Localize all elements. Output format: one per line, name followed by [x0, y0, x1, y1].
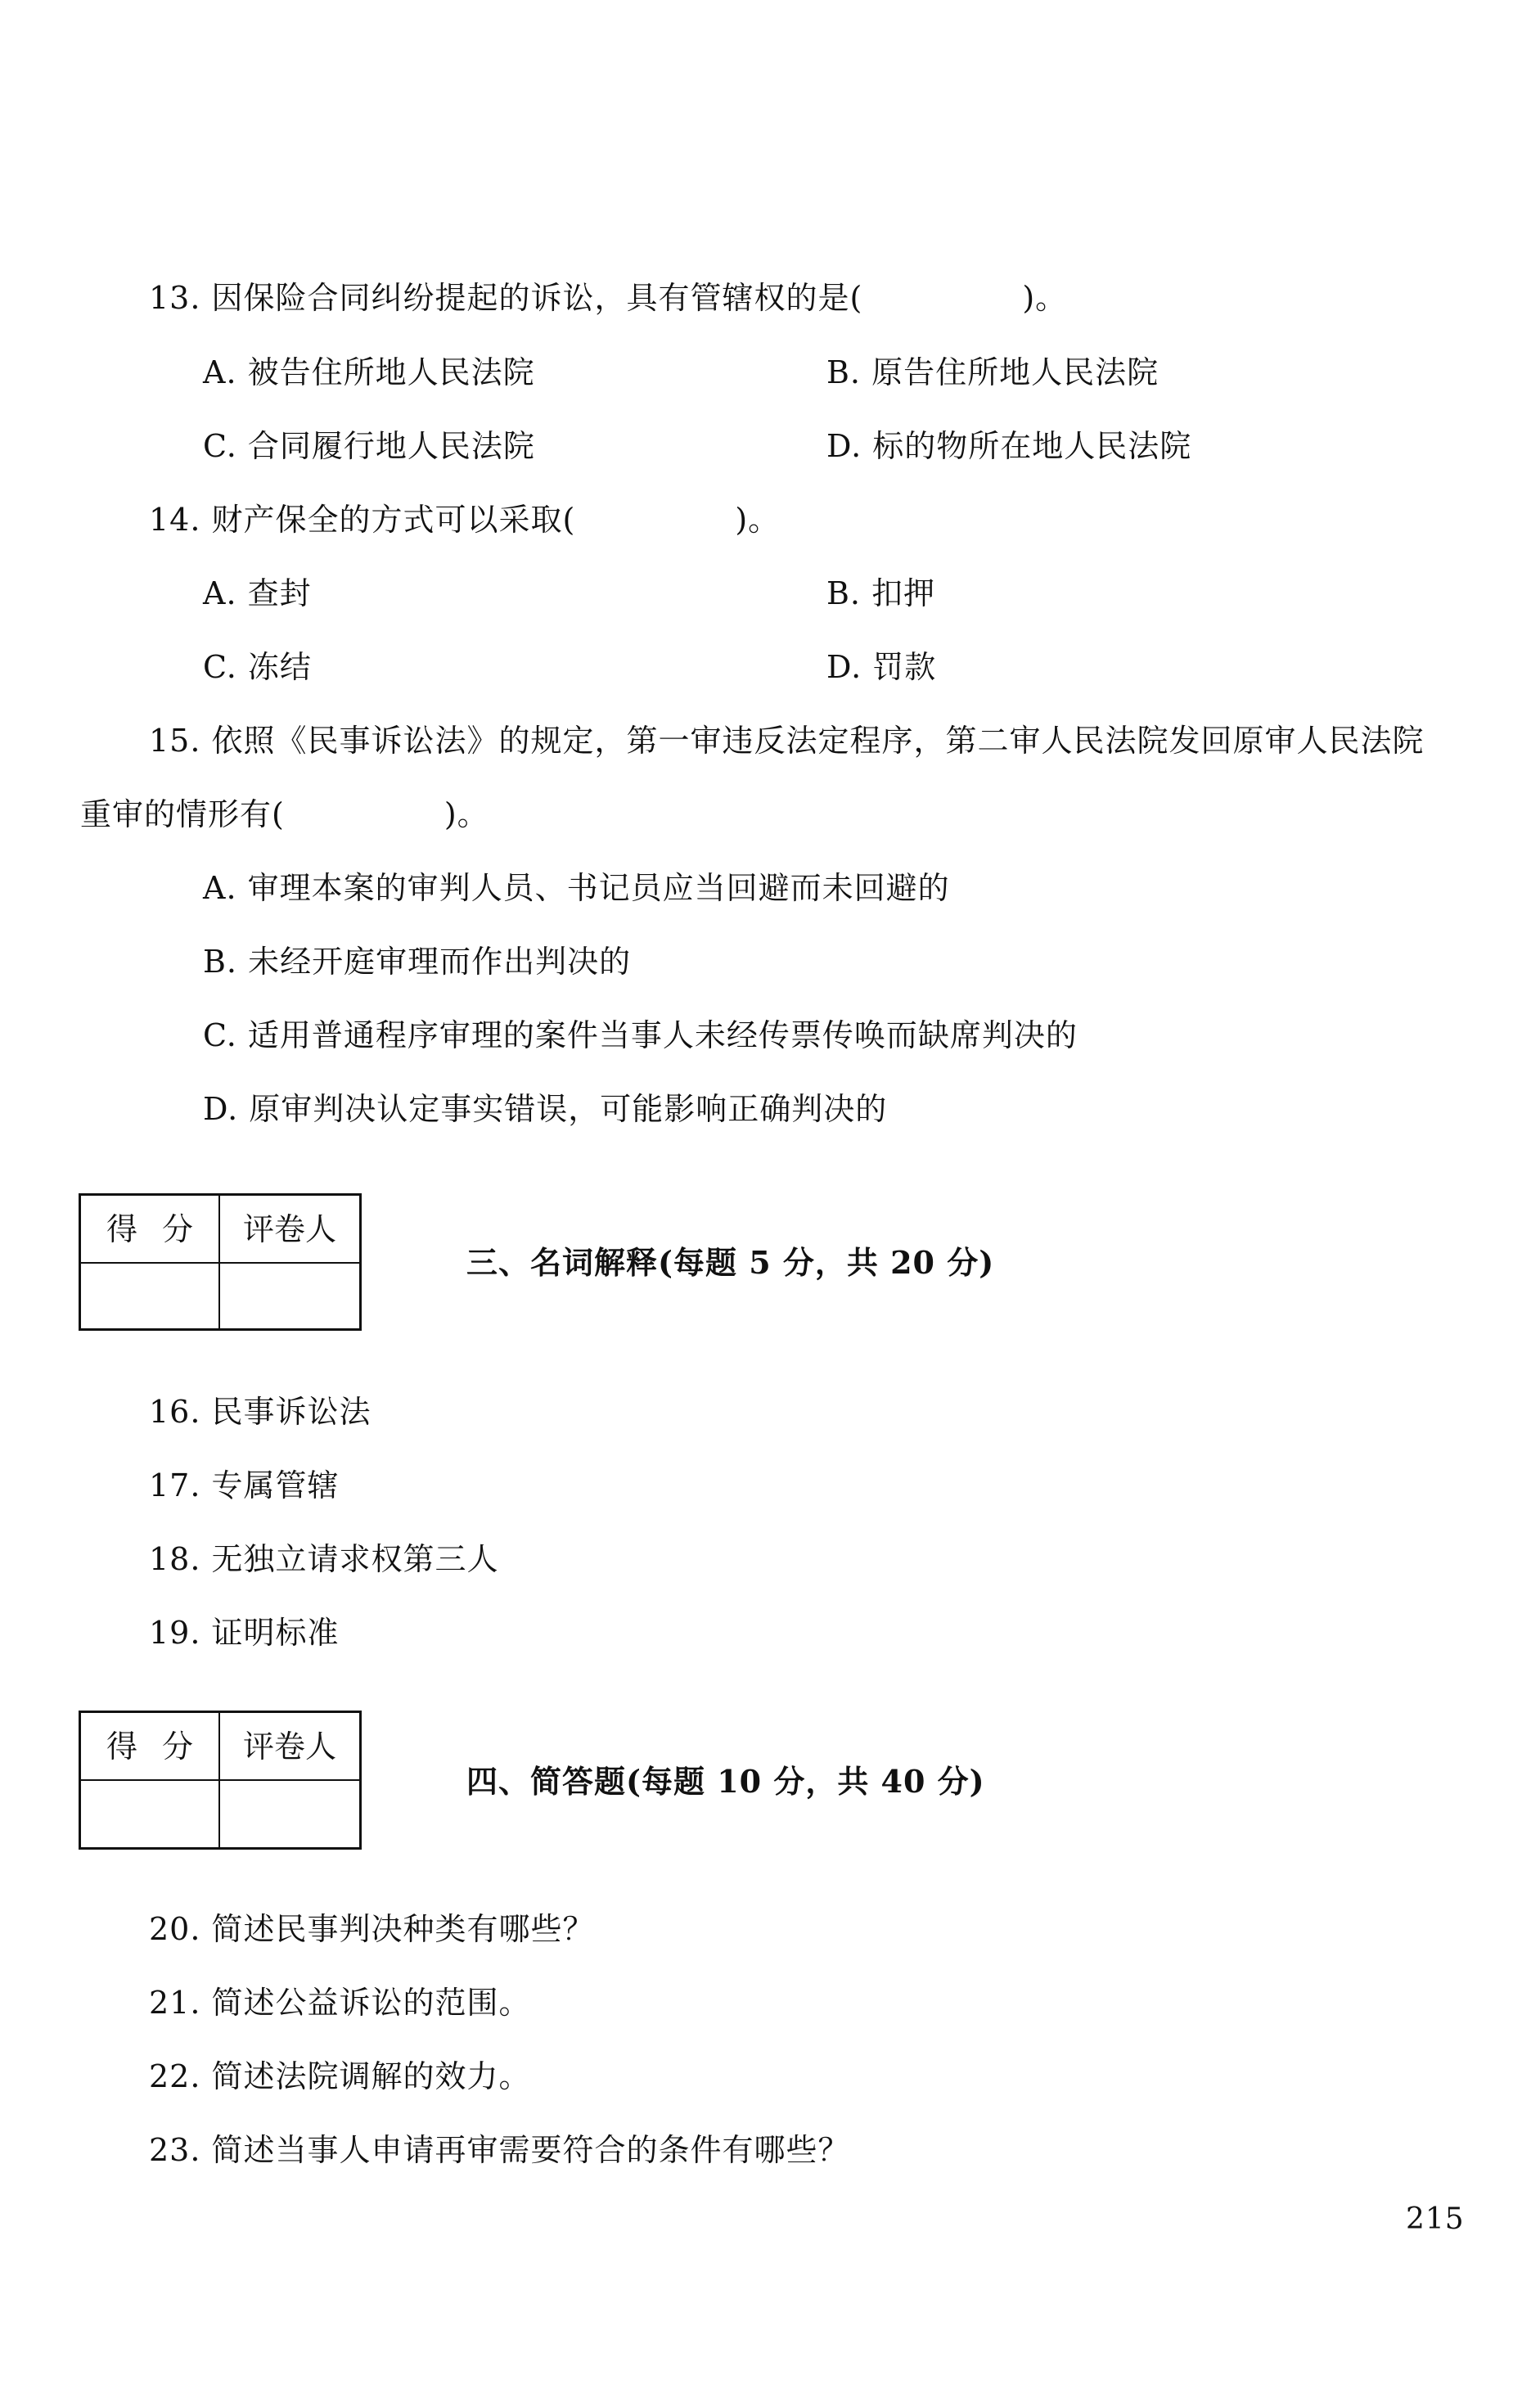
- score-blank: [81, 1264, 220, 1328]
- question-14-option-d: D. 罚款: [826, 649, 937, 685]
- short-answer-item-22: 22. 简述法院调解的效力。: [149, 2058, 531, 2094]
- score-box-section-3: [79, 1193, 362, 1331]
- question-15-stem-line2: 重审的情形有( )。: [80, 796, 489, 832]
- score-label: 得分: [81, 1713, 220, 1781]
- grader-label: 评卷人: [220, 1713, 359, 1781]
- score-label: 得分: [81, 1196, 220, 1264]
- score-blank: [81, 1781, 220, 1847]
- term-item-17: 17. 专属管辖: [149, 1467, 340, 1503]
- question-13-option-c: C. 合同履行地人民法院: [203, 428, 535, 464]
- short-answer-item-20: 20. 简述民事判决种类有哪些？: [149, 1911, 595, 1947]
- question-14-option-c: C. 冻结: [203, 649, 312, 685]
- term-item-16: 16. 民事诉讼法: [149, 1394, 371, 1430]
- grader-label: 评卷人: [220, 1196, 359, 1264]
- short-answer-item-21: 21. 简述公益诉讼的范围。: [149, 1985, 531, 2021]
- term-item-19: 19. 证明标准: [149, 1615, 340, 1651]
- question-14-option-a: A. 查封: [203, 575, 312, 611]
- section-3-title: 三、名词解释(每题 5 分，共 20 分): [466, 1244, 995, 1281]
- question-15-stem-line1: 15. 依照《民事诉讼法》的规定，第一审违反法定程序，第二审人民法院发回原审人民法院: [149, 723, 1425, 759]
- question-15-option-b: B. 未经开庭审理而作出判决的: [203, 944, 632, 980]
- question-14-stem: 14. 财产保全的方式可以采取( )。: [149, 502, 781, 538]
- question-13-option-d: D. 标的物所在地人民法院: [826, 428, 1192, 464]
- short-answer-item-23: 23. 简述当事人申请再审需要符合的条件有哪些？: [149, 2132, 850, 2168]
- question-15-option-c: C. 适用普通程序审理的案件当事人未经传票传唤而缺席判决的: [203, 1017, 1078, 1053]
- grader-blank: [220, 1781, 359, 1847]
- question-13-option-a: A. 被告住所地人民法院: [203, 354, 535, 390]
- term-item-18: 18. 无独立请求权第三人: [149, 1541, 499, 1577]
- question-13-option-b: B. 原告住所地人民法院: [826, 354, 1160, 390]
- question-15-option-d: D. 原审判决认定事实错误，可能影响正确判决的: [203, 1091, 888, 1127]
- score-box-section-4: [79, 1711, 362, 1850]
- page-number: 215: [1406, 2202, 1465, 2236]
- question-14-option-b: B. 扣押: [826, 575, 936, 611]
- section-4-title: 四、简答题(每题 10 分，共 40 分): [466, 1763, 985, 1800]
- grader-blank: [220, 1264, 359, 1328]
- question-15-option-a: A. 审理本案的审判人员、书记员应当回避而未回避的: [203, 870, 950, 906]
- question-13-stem: 13. 因保险合同纠纷提起的诉讼，具有管辖权的是( )。: [149, 280, 1068, 316]
